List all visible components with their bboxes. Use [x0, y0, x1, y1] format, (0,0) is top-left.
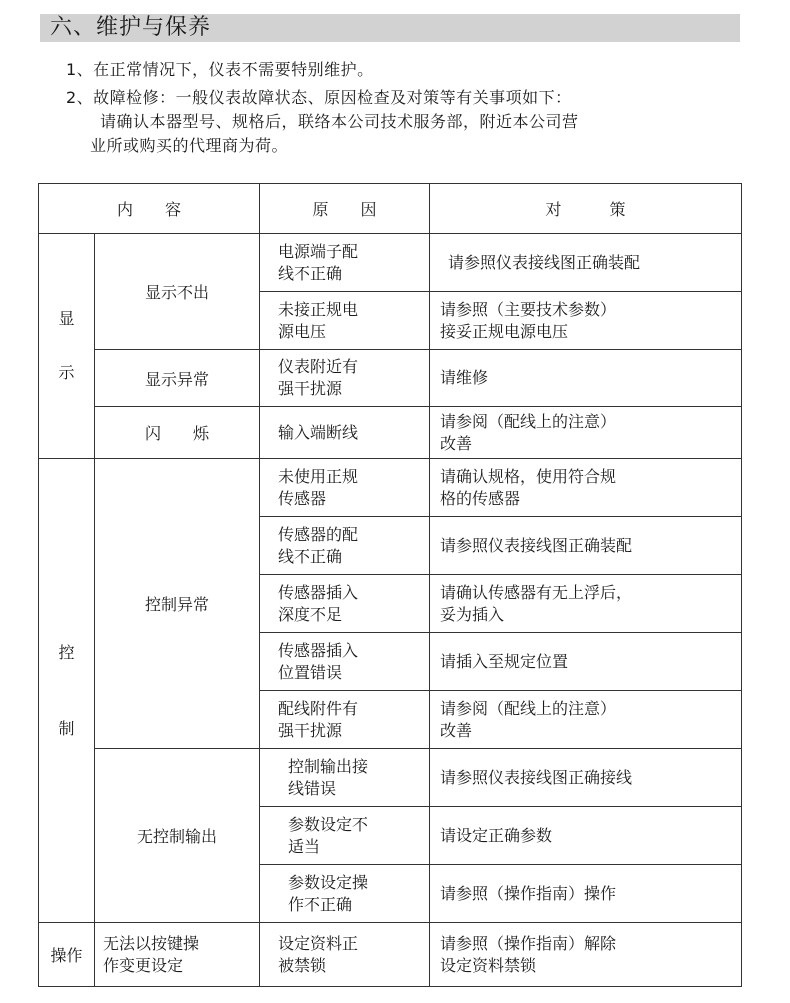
cause-line: 强干扰源: [278, 379, 343, 398]
solution-cell: [430, 865, 742, 923]
solution-line: 请参照（主要技术参数）: [440, 299, 617, 319]
cause-cell: [260, 691, 430, 749]
cause-cell: [260, 575, 430, 633]
cause-cell: [260, 234, 430, 292]
solution-cell: [430, 575, 742, 633]
category-char: 显: [58, 309, 75, 328]
cause-cell: [260, 865, 430, 923]
cause-line: 适当: [288, 836, 321, 856]
symptom-cell: 闪 烁: [95, 407, 260, 459]
table-row: [39, 407, 742, 459]
solution-cell: [430, 517, 742, 575]
solution-line: 改善: [440, 720, 473, 740]
solution-cell: [430, 350, 742, 407]
symptom-cell: 显示不出: [95, 234, 260, 350]
cause-line: 线不正确: [278, 263, 343, 283]
cause-line: 未接正规电: [278, 299, 359, 319]
solution-line: 请确认规格，使用符合规: [440, 466, 617, 486]
solution-line: 请参阅（配线上的注意）: [440, 411, 617, 431]
category-control: [39, 459, 95, 923]
solution-line: 改善: [440, 433, 473, 453]
intro-item-2-line-3: 业所或购买的代理商为荷。: [90, 136, 289, 155]
solution-line: 格的传感器: [440, 488, 521, 508]
cause-line: 传感器插入: [278, 582, 359, 602]
category-char: 示: [58, 363, 75, 382]
cause-cell: [260, 350, 430, 407]
cause-line: 控制输出接: [288, 756, 369, 776]
cause-line: 未使用正规: [278, 466, 359, 486]
table-row: [39, 749, 742, 807]
troubleshooting-table: [38, 183, 742, 987]
intro-item-2: [66, 86, 579, 158]
cause-line: 位置错误: [278, 662, 343, 682]
solution-line: 请确认传感器有无上浮后，: [440, 582, 633, 602]
cause-line: 仪表附近有: [278, 357, 359, 376]
solution-line: 设定资料禁锁: [440, 955, 537, 975]
cause-cell: [260, 517, 430, 575]
symptom-line: 作变更设定: [103, 955, 184, 975]
cause-cell: [260, 292, 430, 350]
section-title: 六、维护与保养: [50, 15, 212, 40]
cause-line: 参数设定操: [288, 872, 369, 892]
cause-line: 电源端子配: [278, 241, 359, 261]
category-operation: 操作: [39, 923, 95, 987]
solution-cell: [430, 633, 742, 691]
table-header-row: [39, 184, 742, 234]
solution-cell: [430, 407, 742, 459]
cause-cell: [260, 749, 430, 807]
cause-cell: [260, 807, 430, 865]
header-cause: 原 因: [260, 184, 430, 234]
solution-cell: [430, 807, 742, 865]
intro-item-1: 1、在正常情况下，仪表不需要特别维护。: [66, 60, 374, 79]
solution-line: 请设定正确参数: [440, 825, 553, 845]
cause-line: 源电压: [278, 321, 327, 341]
cause-cell: [260, 633, 430, 691]
solution-cell: [430, 691, 742, 749]
cause-cell: [260, 923, 430, 987]
cause-line: 线错误: [288, 778, 337, 798]
solution-line: 请参照（操作指南）操作: [440, 883, 617, 903]
header-content: 内 容: [39, 184, 260, 234]
intro-item-2-line-2: 请确认本器型号、规格后，联络本公司技术服务部，附近本公司营: [100, 112, 579, 131]
solution-line: 接妥正规电源电压: [440, 321, 569, 341]
cause-line: 线不正确: [278, 546, 343, 566]
cause-line: 作不正确: [288, 894, 353, 914]
solution-line: 请维修: [440, 368, 489, 387]
category-char: 控: [58, 642, 75, 662]
solution-line: 请参照仪表接线图正确装配: [448, 252, 641, 272]
symptom-line: 无法以按键操: [103, 933, 200, 953]
solution-line: 妥为插入: [440, 604, 505, 624]
solution-line: 请插入至规定位置: [440, 651, 569, 671]
solution-line: 请参照仪表接线图正确接线: [440, 767, 633, 787]
symptom-cell: 控制异常: [95, 459, 260, 749]
cause-line: 传感器插入: [278, 640, 359, 660]
symptom-cell: [95, 923, 260, 987]
table-row: [39, 459, 742, 517]
cause-line: 被禁锁: [278, 955, 327, 975]
cause-line: 强干扰源: [278, 720, 343, 740]
cause-line: 配线附件有: [278, 698, 359, 718]
cause-line: 参数设定不: [288, 814, 369, 834]
category-display: [39, 234, 95, 459]
cause-line: 设定资料正: [278, 933, 359, 953]
intro-item-2-line-1: 2、故障检修：一般仪表故障状态、原因检查及对策等有关事项如下：: [66, 88, 572, 107]
cause-line: 传感器的配: [278, 524, 359, 544]
solution-cell: [430, 234, 742, 292]
solution-line: 请参阅（配线上的注意）: [440, 698, 617, 718]
solution-line: 请参照（操作指南）解除: [440, 933, 617, 953]
table-row: [39, 350, 742, 407]
solution-cell: [430, 292, 742, 350]
header-solution: 对 策: [430, 184, 742, 234]
symptom-cell: 无控制输出: [95, 749, 260, 923]
table-row: [39, 923, 742, 987]
cause-line: 输入端断线: [278, 422, 359, 442]
cause-line: 传感器: [278, 488, 327, 508]
solution-cell: [430, 749, 742, 807]
solution-cell: [430, 923, 742, 987]
category-char: 制: [58, 718, 75, 738]
cause-line: 深度不足: [278, 604, 343, 624]
solution-line: 请参照仪表接线图正确装配: [440, 535, 633, 555]
cause-cell: [260, 459, 430, 517]
cause-cell: [260, 407, 430, 459]
symptom-cell: 显示异常: [95, 350, 260, 407]
solution-cell: [430, 459, 742, 517]
table-row: [39, 234, 742, 292]
section-heading-bar: [40, 14, 740, 42]
